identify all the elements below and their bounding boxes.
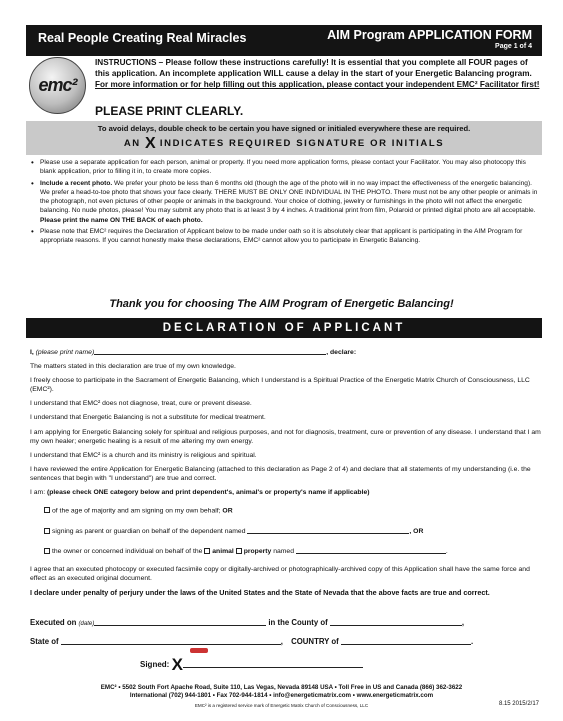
footer-trademark: EMC² is a registered service mark of Energetic Matrix Church of Consciousness, LLC bbox=[194, 703, 369, 708]
thank-you-line: Thank you for choosing The AIM Program of Energetic Balancing! bbox=[109, 298, 454, 310]
declaration-p3: I understand that EMC² does not diagnose, treat, cure or prevent disease. bbox=[30, 400, 252, 407]
bullet-recent-photo: • Include a recent photo. We prefer your photo be less than 6 months old (though the age of the photo will in no way impact the effectiveness of the energetic balancing). We prefer a head-to-toe photo that shows your face clearly. THERE MUST BE ONLY ONE INDIVIDUAL IN THE PHOTO. There must not be any other people or animals in the photograph, not even pictures of other people or animals in the background. Your choice of clothing, jewelry or furnishings in the photo will not affect the energetic balancing. No nude photos, please! You may submit any photo that is at least 3 by 4 inches. A traditional print from film, Polaroid or printed digital photo are all acceptable. Please print the name ON THE BACK of each photo. bbox=[30, 179, 540, 225]
declaration-p7: I have reviewed the entire Application for Energetic Balancing (attached to this declaration as Page 2 of 4) and declare that all statements of my understanding (i.e. the sentences that begin with "I understand") are true and correct. bbox=[30, 466, 531, 482]
logo-text: emc² bbox=[38, 75, 77, 95]
dependent-name-field[interactable] bbox=[247, 527, 409, 534]
declaration-p9: I agree that an executed photocopy or executed facsimile copy or digitally-archived or photographically-archived copy of this Application shall have the same force and effect as an executed original document. bbox=[30, 566, 530, 582]
option-guardian: signing as parent or guardian on behalf of the dependent named , OR bbox=[44, 527, 540, 537]
checkbox-guardian[interactable] bbox=[44, 528, 50, 534]
notice-line1: To avoid delays, double check to be certain you have signed or initialed everywhere these are required. bbox=[97, 124, 471, 133]
checkbox-animal[interactable] bbox=[204, 548, 210, 554]
declaration-p5: I am applying for Energetic Balancing solely for spiritual and religious purposes, and not for diagnosis, treatment, cure or prevention of any disease. I understand that I am my own healer; energetic healing is a result of me altering my own energy. bbox=[30, 429, 541, 445]
emc-logo bbox=[29, 57, 86, 114]
bullet-declaration-note: • Please note that EMC² requires the Declaration of Applicant below to be made under oath so it is absolutely clear that applicant is participating in the AIM Program for appropriate reasons. If you cannot honestly make these declarations, EMC² cannot allow you to participate in Energetic Balancing. bbox=[30, 227, 540, 246]
declaration-p1: The matters stated in this declaration are true of my own knowledge. bbox=[30, 363, 236, 370]
footer-contact: International (702) 944-1801 • Fax 702-944-1814 • info@energeticmatrix.com • www.energeticmatrix.com bbox=[129, 692, 434, 699]
form-title: AIM Program APPLICATION FORM bbox=[327, 28, 532, 42]
instructions-lead: INSTRUCTIONS – Please follow these instructions carefully! It is essential that you complete all FOUR pages of this application. An incomplete application WILL cause a delay in the start of your Energetic Balancing program. bbox=[95, 58, 532, 79]
signature-field[interactable] bbox=[183, 661, 363, 668]
perjury-statement: I declare under penalty of perjury under the laws of the United States and the State of Nevada that the above facts are true and correct. bbox=[30, 588, 490, 597]
declaration-p6: I understand that EMC² is a church and its ministry is religious and spiritual. bbox=[30, 452, 257, 459]
option-self: of the age of majority and am signing on my own behalf; OR bbox=[44, 507, 540, 516]
executed-date-field[interactable] bbox=[94, 619, 266, 626]
state-field[interactable] bbox=[61, 638, 281, 645]
required-x-mark: X bbox=[144, 135, 156, 152]
declaration-heading: DECLARATION OF APPLICANT bbox=[26, 318, 542, 338]
instruction-bullets bbox=[30, 158, 540, 248]
signature-row: Signed: X bbox=[140, 655, 363, 675]
state-country-row: State of , COUNTRY of . bbox=[30, 637, 474, 646]
tagline: Real People Creating Real Miracles bbox=[38, 31, 247, 45]
signature-x-mark: X bbox=[171, 655, 183, 674]
bullet-separate-application: • Please use a separate application for each person, animal or property. If you need more application forms, please contact your Facilitator. You may also photocopy this blank application, prior to filling it in, to create more copies. bbox=[30, 158, 540, 177]
header-bar bbox=[26, 25, 542, 56]
checkbox-owner[interactable] bbox=[44, 548, 50, 554]
county-field[interactable] bbox=[330, 619, 462, 626]
checkbox-self[interactable] bbox=[44, 507, 50, 513]
declaration-p2: I freely choose to participate in the Sacrament of Energetic Balancing, which I understand is a Spiritual Practice of the Energetic Matrix Church of Consciousness, LLC (EMC²). bbox=[30, 377, 530, 393]
notice-box bbox=[26, 121, 542, 155]
print-clearly: PLEASE PRINT CLEARLY. bbox=[95, 104, 244, 118]
country-field[interactable] bbox=[341, 638, 471, 645]
notice-suffix: INDICATES REQUIRED SIGNATURE OR INITIALS bbox=[159, 138, 445, 149]
page-number: Page 1 of 4 bbox=[495, 43, 532, 50]
declaration-p4: I understand that Energetic Balancing is not a substitute for medical treatment. bbox=[30, 414, 266, 421]
footer-address: EMC² • 5502 South Fort Apache Road, Suite 110, Las Vegas, Nevada 89148 USA • Toll Free in US and Canada (866) 362-3622 bbox=[100, 684, 463, 691]
declaration-p8: I am: (please check ONE category below and print dependent's, animal's or property's name if applicable) bbox=[30, 489, 370, 496]
animal-property-name-field[interactable] bbox=[296, 547, 446, 554]
form-version: 8.15 2015/2/17 bbox=[498, 701, 539, 707]
declaration-name-row: I, (please print name) , declare: bbox=[30, 349, 357, 356]
sign-here-tab bbox=[190, 648, 208, 653]
instructions-help-link: For more information or for help filling out this application, please contact your independent EMC² Facilitator first! bbox=[95, 80, 540, 90]
option-owner: the owner or concerned individual on behalf of the animal property named . bbox=[44, 547, 540, 557]
executed-row: Executed on (date) in the County of , bbox=[30, 618, 465, 627]
checkbox-property[interactable] bbox=[236, 548, 242, 554]
instructions bbox=[95, 57, 540, 91]
notice-prefix: AN bbox=[123, 138, 141, 149]
notice-line2 bbox=[26, 135, 542, 153]
applicant-name-field[interactable] bbox=[94, 348, 326, 355]
